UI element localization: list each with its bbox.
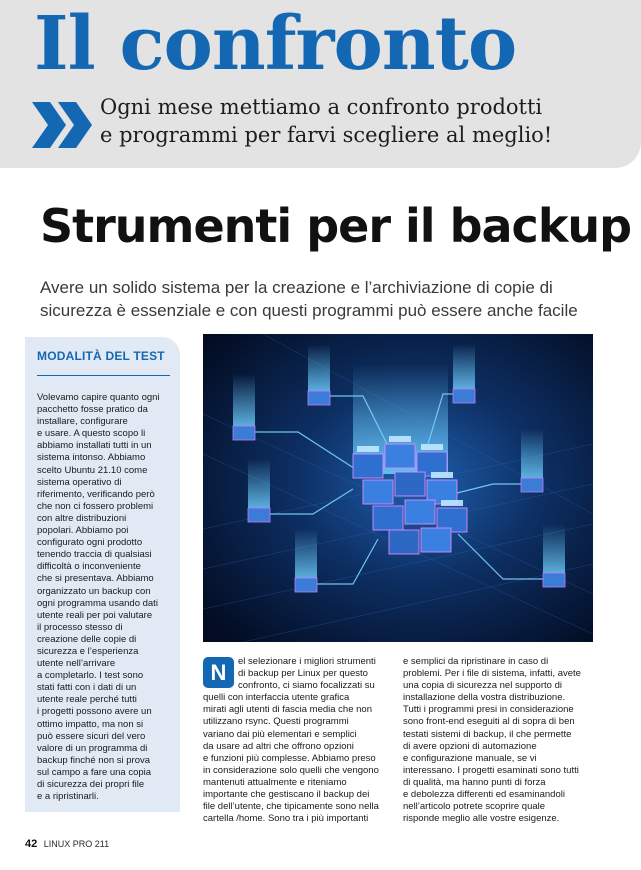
box-line: sistema operativo di bbox=[37, 476, 122, 488]
body-line: di qualità, ma hanno punti di forza bbox=[403, 776, 546, 788]
box-line: valore di un programma di bbox=[37, 742, 148, 754]
box-body bbox=[37, 392, 175, 803]
box-line: riferimento, verificando però bbox=[37, 488, 155, 500]
body-line: una copia di sicurezza nel supporto di bbox=[403, 680, 562, 692]
box-line: popolari. Abbiamo poi bbox=[37, 525, 129, 537]
box-line: organizzato un backup con bbox=[37, 585, 151, 597]
box-line: che non ci fossero problemi bbox=[37, 500, 154, 512]
box-line: backup finché non si prova bbox=[37, 754, 151, 766]
body-line: confronto, ci siamo focalizzati su bbox=[238, 680, 375, 692]
body-line: di backup per Linux per questo bbox=[238, 668, 368, 680]
box-line: scelto Ubuntu 21.10 come bbox=[37, 464, 148, 476]
article-column-2 bbox=[403, 656, 581, 825]
magazine-issue: LINUX PRO 211 bbox=[43, 839, 110, 849]
box-line: configurato ogni prodotto bbox=[37, 537, 143, 549]
box-line: pacchetto fosse pratico da bbox=[37, 404, 148, 416]
body-line: e configurazione manuale, se vi bbox=[403, 752, 537, 764]
box-line: ottimo impatto, ma non si bbox=[37, 718, 144, 730]
page-footer bbox=[25, 838, 109, 850]
box-line: con altre distribuzioni bbox=[37, 512, 127, 524]
box-line: utente nell’arrivare bbox=[37, 658, 116, 670]
body-line: importante che gestiscano il backup dei bbox=[203, 789, 370, 801]
drop-cap: N bbox=[203, 657, 234, 688]
box-line: utente reale perché tutti bbox=[37, 694, 137, 706]
body-line: installazione della vostra distribuzione. bbox=[403, 692, 566, 704]
body-line: e semplici da ripristinare in caso di bbox=[403, 656, 549, 667]
backup-network-illustration bbox=[203, 334, 593, 642]
body-line: quelli con interfaccia utente grafica bbox=[203, 692, 350, 704]
body-line: file dell’utente, che tipicamente sono nella bbox=[203, 801, 379, 813]
section-subtitle bbox=[100, 93, 552, 149]
box-line: sistema intonso. Abbiamo bbox=[37, 452, 146, 464]
body-line: mirati agli utenti di fascia media che non bbox=[203, 704, 372, 716]
box-line: a completarlo. I test sono bbox=[37, 670, 144, 682]
body-line: testati sistemi di backup, il che permette bbox=[403, 728, 572, 740]
article-title: Strumenti per il backup bbox=[40, 199, 632, 253]
lead-line: sicurezza è essenziale e con questi programmi può essere anche facile bbox=[40, 301, 578, 320]
body-line: interessano. I progetti esaminati sono tutti bbox=[403, 764, 579, 776]
box-line: di sicurezza dei propri file bbox=[37, 779, 145, 790]
box-line: i progetti possono avere un bbox=[37, 706, 152, 718]
body-line: utilizzano rsync. Questi programmi bbox=[203, 716, 349, 728]
box-line: il processo stesso di bbox=[37, 621, 123, 633]
box-line: sicurezza e l’esperienza bbox=[37, 645, 139, 657]
subtitle-line: Ogni mese mettiamo a confronto prodotti bbox=[100, 95, 543, 119]
body-line: e debolezza differenti ed esaminandoli bbox=[403, 789, 565, 801]
box-line: tenendo traccia di qualsiasi bbox=[37, 549, 152, 561]
body-line: sono front-end eseguiti al di sopra di ben bbox=[403, 716, 575, 728]
lead-line: Avere un solido sistema per la creazione e l’archiviazione di copie di bbox=[40, 278, 553, 297]
body-line: risponde meglio alle vostre esigenze. bbox=[403, 813, 560, 825]
box-line: utente reali per poi valutare bbox=[37, 609, 153, 621]
body-line: nell’articolo potrete scoprire quale bbox=[403, 801, 546, 813]
test-method-box bbox=[25, 337, 180, 812]
article-lead bbox=[40, 276, 600, 322]
body-line: in considerazione solo quelli che vengono bbox=[203, 764, 379, 776]
box-line: Volevamo capire quanto ogni bbox=[37, 392, 160, 403]
body-line: di avere opzioni di automazione bbox=[403, 740, 537, 752]
section-title: Il confronto bbox=[34, 1, 517, 87]
body-line: problemi. Per i file di sistema, infatti, avete bbox=[403, 668, 581, 680]
box-line: stati fatti con i dati di un bbox=[37, 682, 137, 694]
box-line: difficoltà o inconveniente bbox=[37, 561, 141, 573]
body-line: variano dai più elementari e semplici bbox=[203, 728, 357, 740]
body-line: mantenuti attualmente e riteniamo bbox=[203, 776, 347, 788]
box-line: che si presentava. Abbiamo bbox=[37, 573, 154, 585]
body-line: el selezionare i migliori strumenti bbox=[238, 656, 376, 667]
double-chevron-right-icon bbox=[32, 102, 94, 148]
box-line: e usare. A questo scopo li bbox=[37, 428, 146, 440]
body-line: cartella /home. Sono tra i più importanti bbox=[203, 813, 369, 825]
subtitle-line: e programmi per farvi scegliere al meglio! bbox=[100, 123, 553, 147]
box-line: può essere sicuri del vero bbox=[37, 730, 146, 742]
box-line: abbiamo installati tutti in un bbox=[37, 440, 152, 452]
header-band bbox=[0, 0, 641, 168]
body-line: da usare ad altri che offrono opzioni bbox=[203, 740, 354, 752]
box-heading: MODALITÀ DEL TEST bbox=[37, 349, 165, 363]
body-line: Tutti i programmi presi in considerazione bbox=[403, 704, 574, 716]
box-line: e a ripristinarli. bbox=[37, 791, 99, 803]
page-number: 42 bbox=[25, 838, 38, 850]
box-line: ogni programma usando dati bbox=[37, 597, 158, 609]
box-line: sul campo a fare una copia bbox=[37, 766, 152, 778]
body-line: e funzioni più complesse. Abbiamo preso bbox=[203, 752, 376, 764]
article-column-1 bbox=[203, 656, 379, 825]
box-line: installare, configurare bbox=[37, 416, 128, 428]
box-divider bbox=[37, 375, 170, 376]
box-line: creazione delle copie di bbox=[37, 633, 137, 645]
